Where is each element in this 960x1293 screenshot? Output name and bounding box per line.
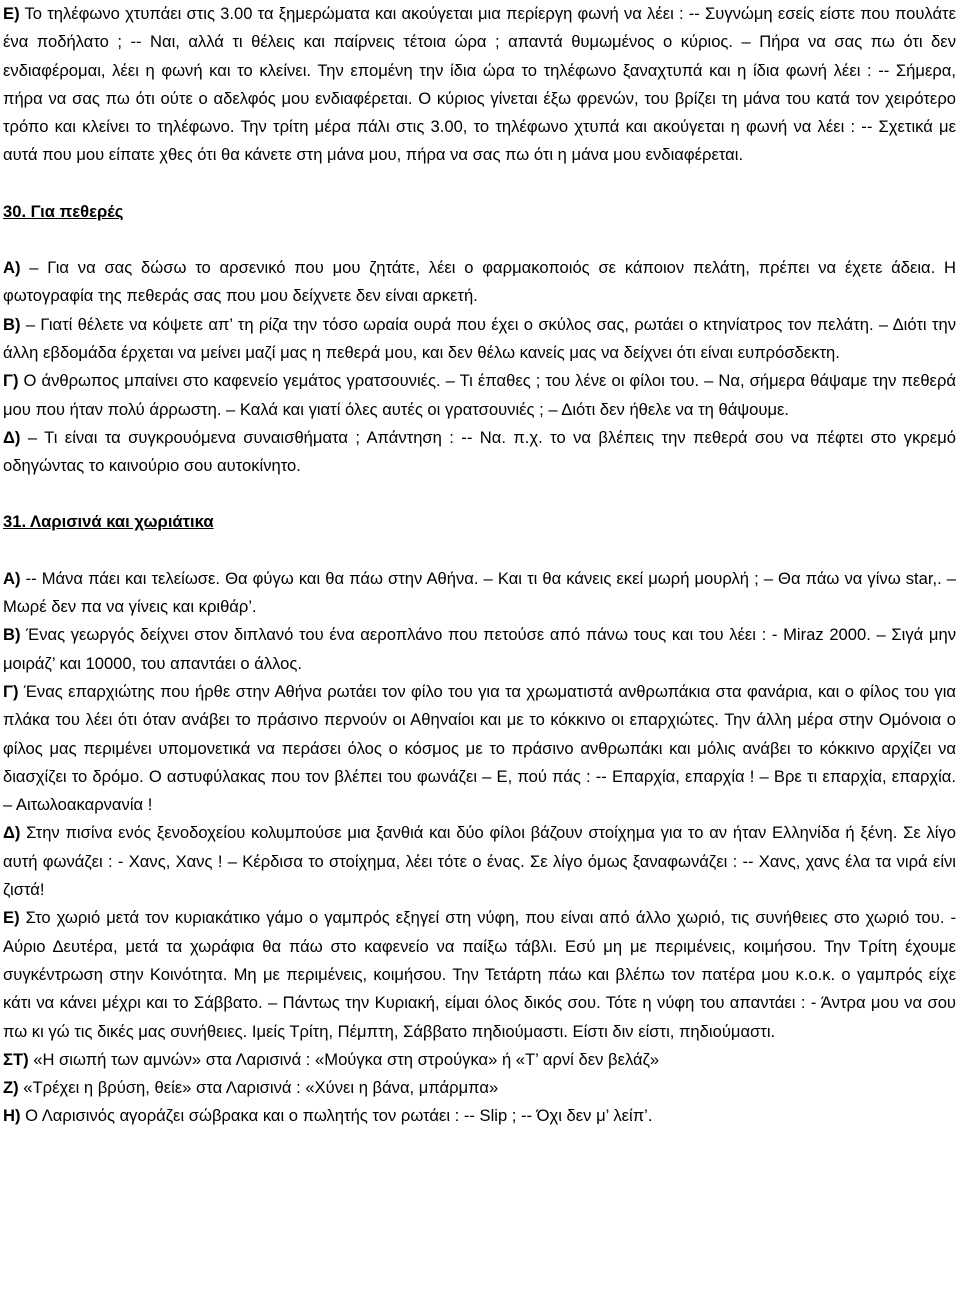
section-heading-30: 30. Για πεθερές	[3, 201, 124, 221]
item-text: Στην πισίνα ενός ξενοδοχείου κολυμπούσε μια ξανθιά και δύο φίλοι βάζουν στοίχημα για το αν ήταν Ελληνίδα ή ξένη. Σε λίγο αυτή φωνάζει : - Χανς, Χανς ! – Κέρδισα το στοίχημα, λέει τότε ο ένας. Σε λίγο όμως ξαναφωνάζει : -- Χανς, χανς έλα τα νιρά είνι ζιστά!	[3, 823, 956, 900]
item-text: – Γιατί θέλετε να κόψετε απ’ τη ρίζα την τόσο ωραία ουρά που έχει ο σκύλος σας, ρωτάει ο κτηνίατρος τον πελάτη. – Διότι την άλλη εβδομάδα έρχεται να μείνει μαζί μας η πεθερά μου, και δεν θέλω κανείς μας να δείχνει ότι είναι ευπρόσδεκτη.	[3, 314, 956, 362]
item-label: Α)	[3, 258, 21, 278]
item-text: Το τηλέφωνο χτυπάει στις 3.00 τα ξημερώματα και ακούγεται μια περίεργη φωνή να λέει : -- Συγνώμη εσείς είστε που πουλάτε ένα ποδήλατο ; -- Ναι, αλλά τι θέλεις και παίρνεις τέτοια ώρα ; απαντά θυμωμένος ο κύριος. – Πήρα να σας πω ότι δεν ενδιαφέρομαι, λέει η φωνή και το κλείνει. Την επομένη την ίδια ώρα το τηλέφωνο ξαναχτυπά και η ίδια φωνή λέει : -- Σήμερα, πήρα να σας πω ότι ούτε ο αδελφός μου ενδιαφέρεται. Ο κύριος γίνεται έξω φρενών, του βρίζει τη μάνα του κατά τον χειρότερο τρόπο και κλείνει το τηλέφωνο. Την τρίτη μέρα πάλι στις 3.00, το τηλέφωνο χτυπά και ακούγεται η φωνή να λέει : -- Σχετικά με αυτά που μου είπατε χθες ότι θα κάνετε στη μάνα μου, πήρα να σας πω ότι η μάνα μου ενδιαφέρεται.	[3, 4, 956, 165]
item-text: «Η σιωπή των αμνών» στα Λαρισινά : «Μούγκα στη στρούγκα» ή «Τ’ αρνί δεν βελάζ»	[28, 1049, 660, 1069]
section31-item-a	[3, 565, 956, 622]
section30-item-c	[3, 367, 956, 424]
item-text: Ο Λαρισινός αγοράζει σώβρακα και ο πωλητής τον ρωτάει : -- Slip ; -- Όχι δεν μ’ λείπ’.	[20, 1106, 653, 1126]
item-label: Β)	[3, 314, 21, 334]
section31-item-c	[3, 678, 956, 819]
section31-item-h	[3, 1102, 956, 1130]
item-text: -- Μάνα πάει και τελείωσε. Θα φύγω και θα πάω στην Αθήνα. – Και τι θα κάνεις εκεί μωρή μουρλή ; – Θα πάω να γίνω star,. – Μωρέ δεν πα να γίνεις και κριθάρ’.	[3, 568, 956, 617]
spacer	[3, 226, 956, 254]
item-label: Α)	[3, 568, 21, 588]
spacer	[3, 480, 956, 508]
item-text: – Τι είναι τα συγκρουόμενα συναισθήματα ; Απάντηση : -- Να. π.χ. το να βλέπεις την πεθερά σου να πέφτει στο γκρεμό οδηγώντας το καινούριο σου αυτοκίνητο.	[3, 427, 956, 476]
item-label: Δ)	[3, 427, 21, 447]
item-label: Γ)	[3, 681, 19, 701]
section-heading-31: 31. Λαρισινά και χωριάτικα	[3, 512, 214, 532]
item-label: Δ)	[3, 823, 21, 843]
item-text: «Τρέχει η βρύση, θείε» στα Λαρισινά : «Χύνει η βάνα, μπάρμπα»	[18, 1078, 499, 1098]
section31-item-st	[3, 1046, 956, 1074]
spacer	[3, 170, 956, 198]
item-text: Ένας επαρχιώτης που ήρθε στην Αθήνα ρωτάει τον φίλο του για τα χρωματιστά ανθρωπάκια στα φανάρια, και ο φίλος του για πλάκα του λέει ότι όταν ανάβει το πράσινο περνούν οι Αθηναίοι και με το κόκκινο οι επαρχιώτες. Την άλλη μέρα στην Ομόνοια ο φίλος μας περιμένει υπομονετικά να περάσει όλος ο κόσμος με το πράσινο ανθρωπάκι και μόλις ανάβει το κόκκινο αρχίζει να διασχίζει το δρόμο. Ο αστυφύλακας που τον βλέπει του φωνάζει – Ε, πού πάς : -- Επαρχία, επαρχία ! – Βρε τι επαρχία, επαρχία. – Αιτωλοακαρνανία !	[3, 681, 956, 815]
section30-item-a	[3, 254, 956, 311]
item-label: Ε)	[3, 908, 20, 928]
section30-item-d	[3, 424, 956, 481]
item-label: Η)	[3, 1106, 21, 1126]
item-text: Στο χωριό μετά τον κυριακάτικο γάμο ο γαμπρός εξηγεί στη νύφη, που είναι από άλλο χωριό, τις συνήθειες στο χωριό του. - Αύριο Δευτέρα, μετά τα χωράφια θα πάω στο καφενείο να παίξω τάβλι. Εσύ μη με περιμένεις, κοιμήσου. Την Τρίτη έχουμε συγκέντρωση στην Κοινότητα. Μη με περιμένεις, κοιμήσου. Την Τετάρτη πάω και βλέπω τον πατέρα μου κ.ο.κ. ο γαμπρός είχε κάτι να κάνει μέχρι και το Σάββατο. – Πάντως την Κυριακή, είμαι όλος δικός σου. Τότε η νύφη του απαντάει : - Άντρα μου να σου πω κι γώ τις δικές μας συνήθειες. Ιμείς Τρίτη, Πέμπτη, Σάββατο πηδιούμαστι. Είστι διν είστι, πηδιούμαστι.	[3, 908, 956, 1041]
item-label: Β)	[3, 625, 21, 645]
section31-item-z	[3, 1074, 956, 1102]
item-text: Ένας γεωργός δείχνει στον διπλανό του ένα αεροπλάνο που πετούσε από πάνω τους και του λέει : - Miraz 2000. – Σιγά μην μοιράζ’ και 10000, του απαντάει ο άλλος.	[3, 625, 956, 673]
item-text: – Για να σας δώσω το αρσενικό που μου ζητάτε, λέει ο φαρμακοποιός σε κάποιον πελάτη, πρέπει να έχετε άδεια. Η φωτογραφία της πεθεράς σας που μου δείχνετε δεν είναι αρκετή.	[3, 258, 956, 306]
section31-item-d	[3, 819, 956, 904]
joke-block-e	[3, 0, 956, 170]
item-label: Ε)	[3, 4, 20, 23]
section31-item-b	[3, 621, 956, 678]
section30-item-b	[3, 311, 956, 368]
item-label: ΣΤ)	[3, 1049, 29, 1069]
section31-item-e	[3, 904, 956, 1045]
item-text: Ο άνθρωπος μπαίνει στο καφενείο γεμάτος γρατσουνιές. – Τι έπαθες ; του λένε οι φίλοι του. – Να, σήμερα θάψαμε την πεθερά μου που ήταν πολύ άρρωστη. – Καλά και γιατί όλες αυτές οι γρατσουνιές ; – Διότι δεν ήθελε να τη θάψουμε.	[3, 371, 956, 419]
item-label: Ζ)	[3, 1078, 19, 1098]
item-label: Γ)	[3, 371, 19, 391]
spacer	[3, 537, 956, 565]
